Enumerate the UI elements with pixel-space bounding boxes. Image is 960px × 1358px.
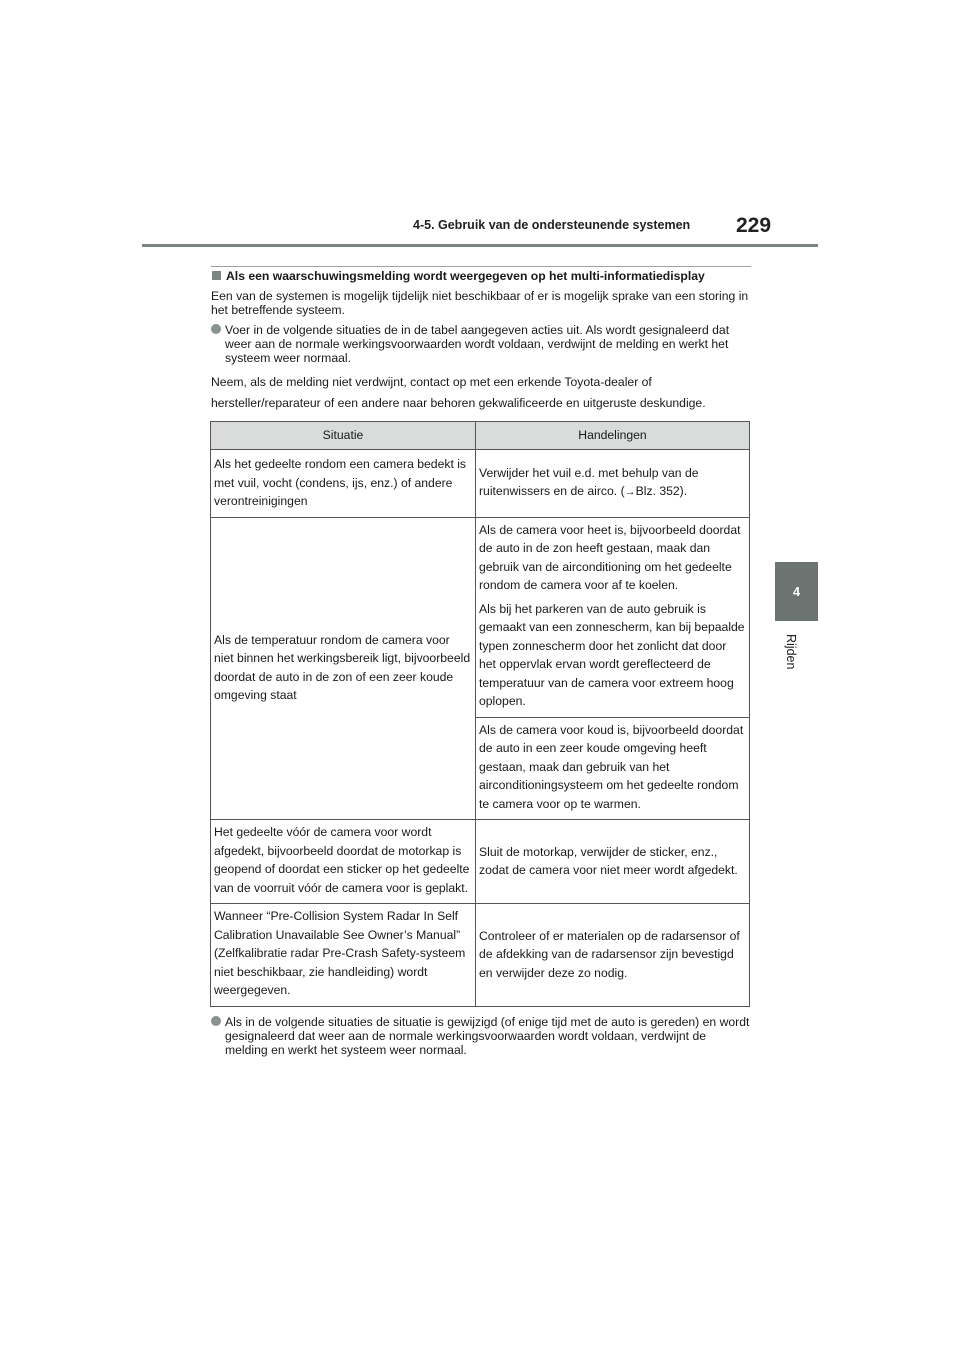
situation-cell: Als het gedeelte rondom een camera bedekt is met vuil, vocht (condens, ijs, enz.) of andere verontreinigingen <box>211 450 476 518</box>
circle-bullet-icon <box>211 1016 221 1026</box>
action-text: Verwijder het vuil e.d. met behulp van de ruitenwissers en de airco. ( <box>479 465 699 499</box>
action-cell: Als de camera voor koud is, bijvoorbeeld doordat de auto in een zeer koude omgeving heeft gestaan, maak dan gebruik van het airconditioningsysteem om het gedeelte rondom te camera voor op te warmen. <box>476 717 750 820</box>
action-cell <box>476 450 750 518</box>
circle-bullet-icon <box>211 324 221 334</box>
header-situation: Situatie <box>211 422 476 450</box>
bullet-text: Als in de volgende situaties de situatie is gewijzigd (of enige tijd met de auto is gereden) en wordt gesignaleerd dat weer aan de normale werkingsvoorwaarden wordt voldaan, verdwijnt de melding en werkt het systeem weer normaal. <box>225 1014 750 1057</box>
situation-cell: Als de temperatuur rondom de camera voor niet binnen het werkingsbereik ligt, bijvoorbeeld doordat de auto in de zon of een zeer koude omgeving staat <box>211 517 476 820</box>
square-bullet-icon <box>212 271 221 280</box>
bullet-item <box>211 1015 751 1057</box>
chapter-tab[interactable] <box>775 562 818 621</box>
page-header-section: 4-5. Gebruik van de ondersteunende systemen <box>413 218 691 232</box>
section-heading <box>211 266 751 283</box>
action-text: Als de camera voor heet is, bijvoorbeeld doordat de auto in de zon heeft gestaan, maak dan gebruik van de airconditioning om het gedeelte rondom de camera voor af te koelen. <box>479 522 741 592</box>
table-row <box>211 820 750 904</box>
table-row <box>211 450 750 518</box>
header-actions: Handelingen <box>476 422 750 450</box>
table-header-row <box>211 422 750 450</box>
table-row <box>211 517 750 717</box>
action-cell <box>476 517 750 717</box>
intro-paragraph: Een van de systemen is mogelijk tijdelijk niet beschikbaar of er is mogelijk sprake van een storing in het betreffende systeem. <box>211 289 749 317</box>
action-text: Als bij het parkeren van de auto gebruik is gemaakt van een zonnescherm, kan bij bepaalde typen zonnescherm door het zonlicht dat door het oppervlak ervan wordt gereflecteerd de temperatuur van de camera voor extreem hoog oplopen. <box>479 601 745 708</box>
arrow-icon: → <box>624 486 636 499</box>
section-heading-text: Als een waarschuwingsmelding wordt weergegeven op het multi-informatiedisplay <box>226 269 705 283</box>
situation-cell: Het gedeelte vóór de camera voor wordt afgedekt, bijvoorbeeld doordat de motorkap is geopend of doordat een sticker op het gedeelte van de voorruit vóór de camera voor is geplakt. <box>211 820 476 904</box>
page-reference-link[interactable]: Blz. 352). <box>635 484 688 499</box>
action-cell: Controleer of er materialen op de radarsensor of de afdekking van de radarsensor zijn bevestigd en verwijder deze zo nodig. <box>476 904 750 1007</box>
header-rule <box>142 244 818 247</box>
chapter-tab-number: 4 <box>792 584 801 599</box>
bullet-text: Voer in de volgende situaties de in de tabel aangegeven acties uit. Als wordt gesignaleerd dat weer aan de normale werkingsvoorwaarden wordt voldaan, verdwijnt de melding en werkt het systeem weer normaal. <box>225 323 730 365</box>
chapter-tab-label: Rijden <box>784 634 798 670</box>
contact-paragraph: Neem, als de melding niet verdwijnt, contact op met een erkende Toyota-dealer of hersteller/reparateur of een andere naar behoren gekwalificeerde en uitgeruste deskundige. <box>211 375 706 410</box>
warning-table <box>210 421 750 1007</box>
action-cell: Sluit de motorkap, verwijder de sticker, enz., zodat de camera voor niet meer wordt afgedekt. <box>476 820 750 904</box>
situation-cell: Wanneer “Pre-Collision System Radar In Self Calibration Unavailable See Owner’s Manual” (Zelfkalibratie radar Pre-Crash Safety-systeem niet beschikbaar, zie handleiding) wordt weergegeven. <box>211 904 476 1007</box>
page-content <box>211 266 751 1064</box>
table-row <box>211 904 750 1007</box>
bullet-item <box>211 323 751 365</box>
page-number: 229 <box>736 214 772 237</box>
